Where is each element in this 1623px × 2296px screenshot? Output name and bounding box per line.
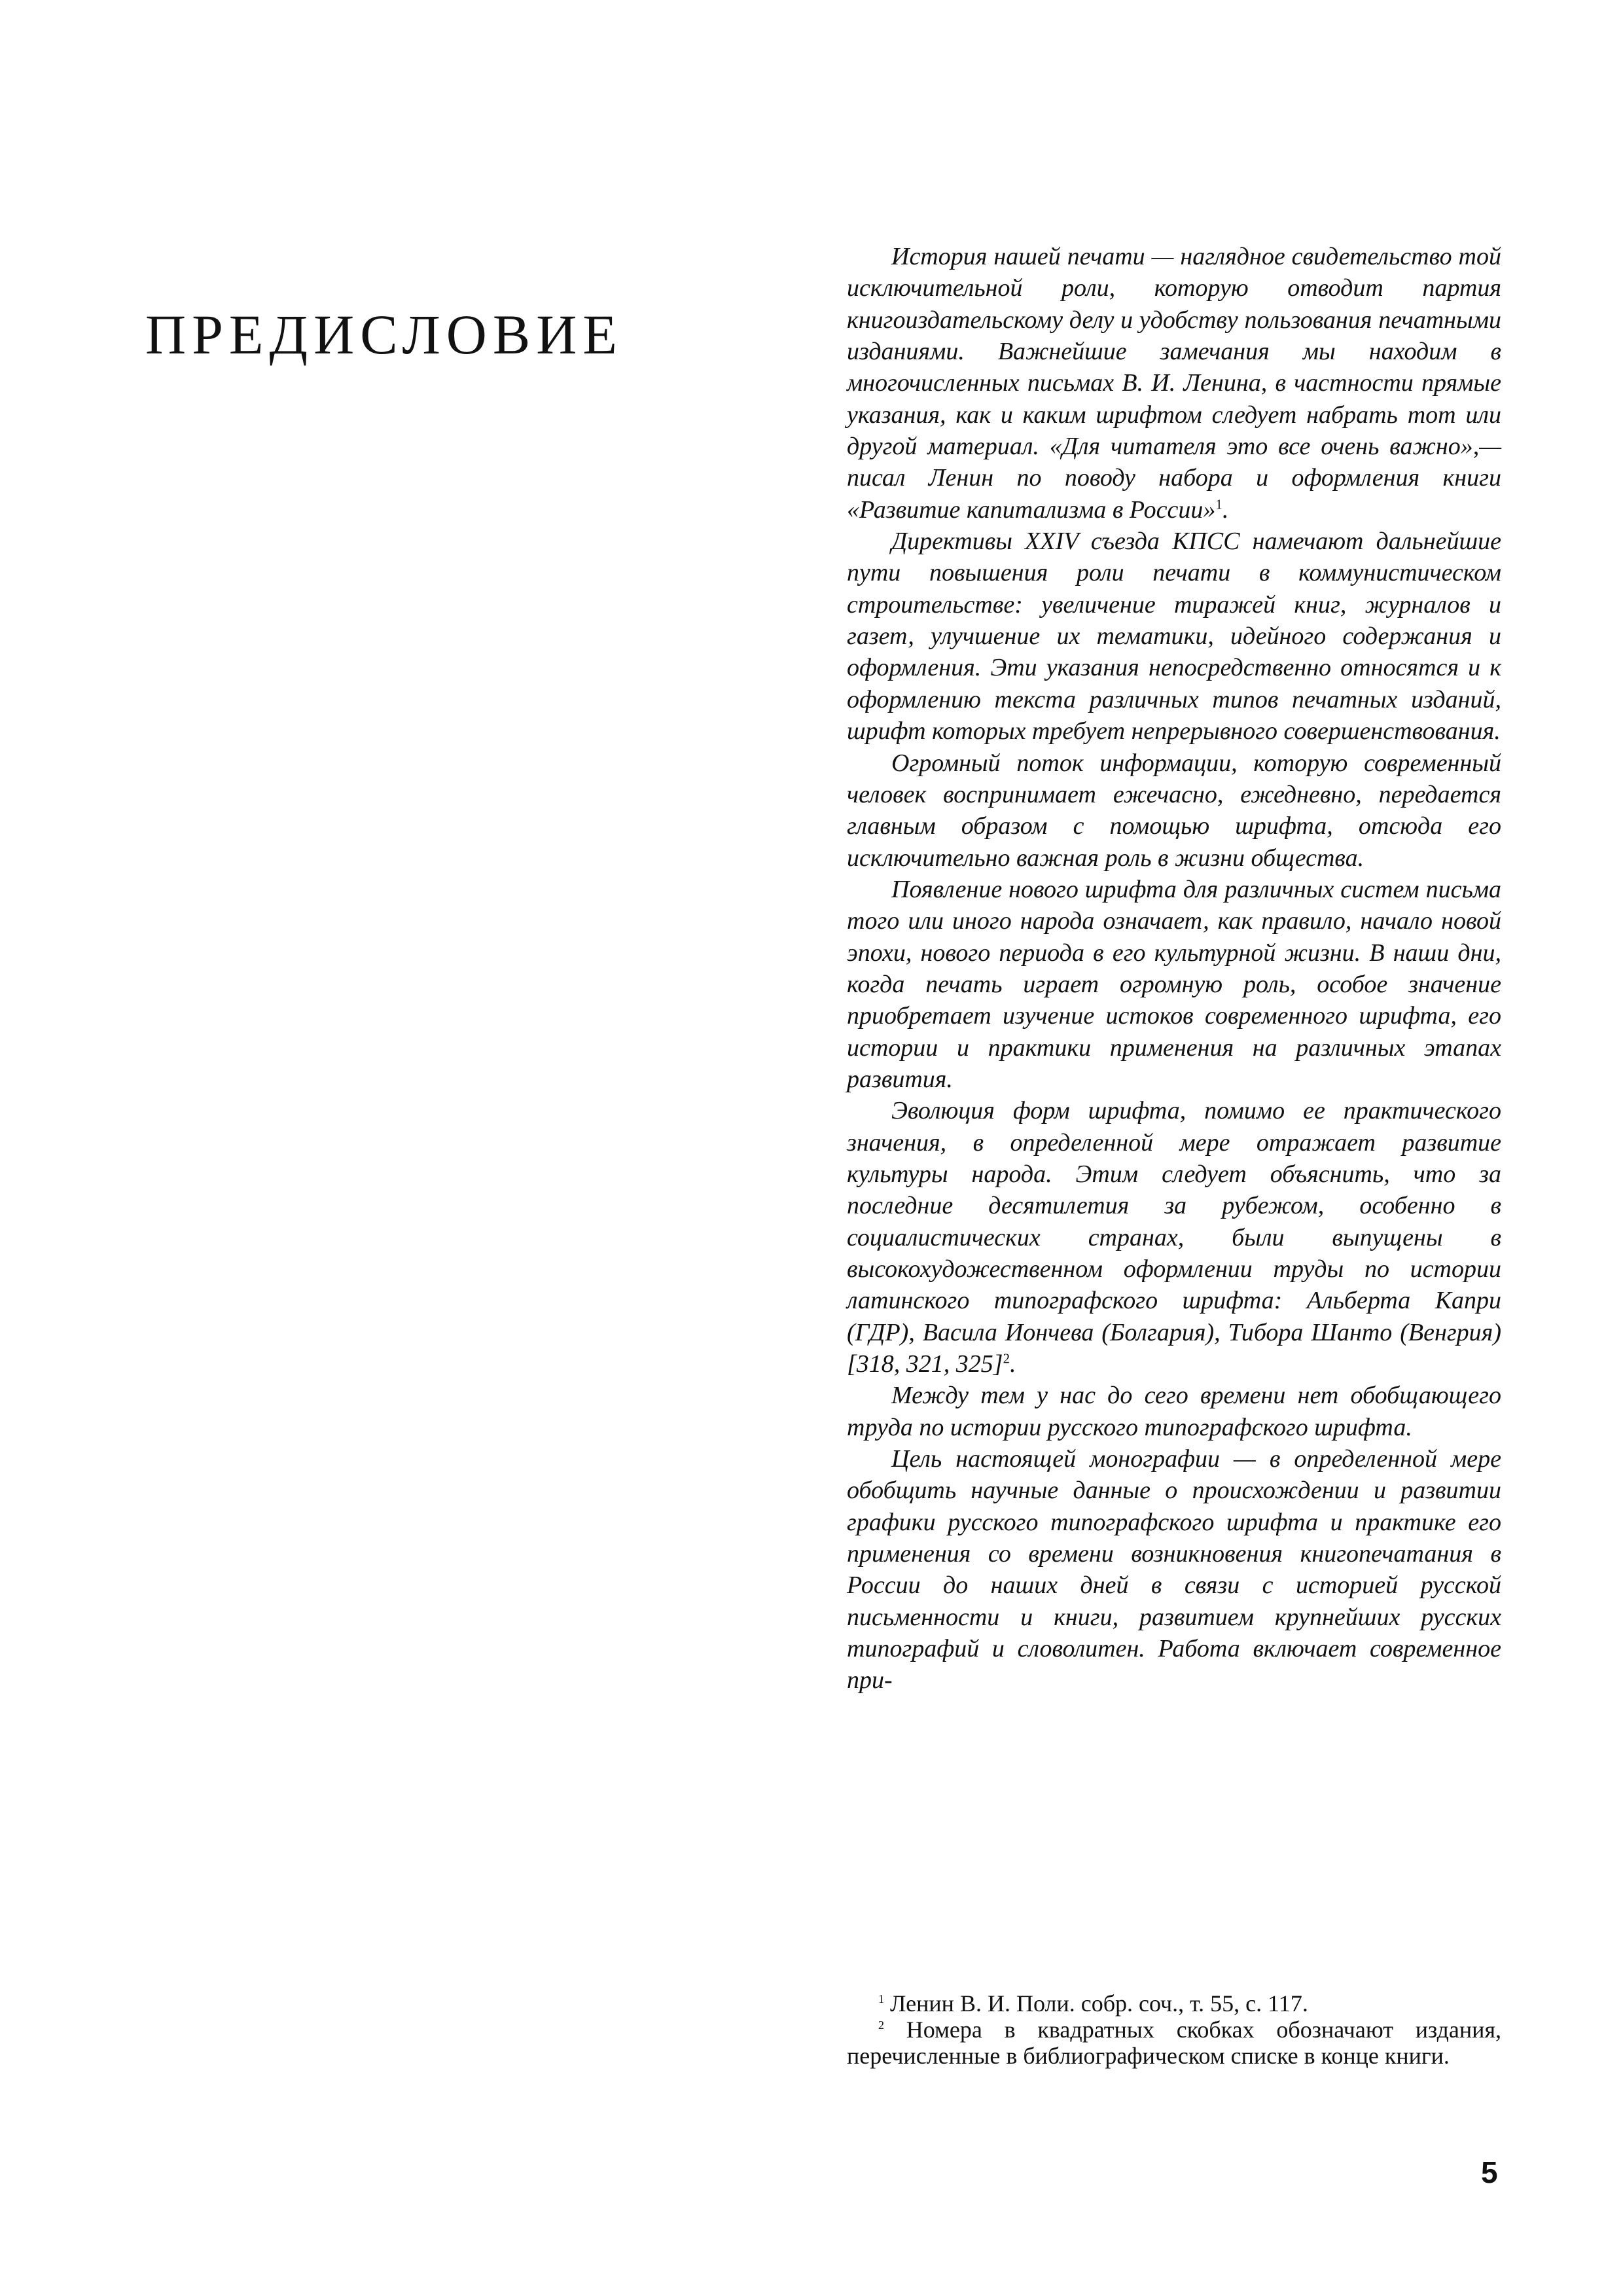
paragraph xyxy=(847,1095,1501,1380)
paragraph-text: Появление нового шрифта для различных систем письма того или иного народа означает, как правило, начало новой эпохи, нового периода в его культурной жизни. В наши дни, когда печать играет огромную роль, особое значение приобретает изучение истоков современного шрифта, его истории и практики применения на различных этапах развития. xyxy=(847,875,1501,1093)
paragraph-text: Огромный поток информации, которую современный человек воспринимает ежечасно, ежедневно, передается главным образом с помощью шрифта, отсюда его исключительно важная роль в жизни общества. xyxy=(847,749,1501,872)
paragraph xyxy=(847,526,1501,747)
footnotes xyxy=(847,1990,1501,2069)
main-text-column xyxy=(847,241,1501,1696)
paragraph-text: Директивы XXIV съезда КПСС намечают дальнейшие пути повышения роли печати в коммунистическом строительстве: увеличение тиражей книг, журналов и газет, улучшение их тематики, идейного содержания и оформления. Эти указания непосредственно относятся и к оформлению текста различных типов печатных изданий, шрифт которых требует непрерывного совершенствования. xyxy=(847,528,1501,745)
footnote xyxy=(847,1990,1501,2017)
footnote-text: Номера в квадратных скобках обозначают издания, перечисленные в библиографическом списке в конце книги. xyxy=(847,2017,1501,2069)
footnote-mark: 1 xyxy=(878,1992,884,2005)
paragraph xyxy=(847,747,1501,874)
paragraph-text: Между тем у нас до сего времени нет обобщающего труда по истории русского типографского шрифта. xyxy=(847,1382,1501,1441)
paragraph xyxy=(847,241,1501,526)
footnote-reference[interactable]: 2 xyxy=(1003,1350,1010,1367)
footnote-mark: 2 xyxy=(878,2018,884,2032)
paragraph xyxy=(847,1380,1501,1443)
paragraph-tail: . xyxy=(1222,495,1229,524)
paragraph xyxy=(847,1443,1501,1696)
footnote-text: Ленин В. И. Поли. собр. соч., т. 55, с. 117. xyxy=(890,1990,1308,2017)
paragraph-tail: . xyxy=(1010,1350,1016,1378)
footnote xyxy=(847,2017,1501,2069)
paragraph-text: История нашей печати — наглядное свидетельство той исключительной роли, которую отводит партия книгоиздательскому делу и удобству пользования печатными изданиями. Важнейшие замечания мы находим в многочисленных письмах В. И. Ленина, в частности прямые указания, как и каким шрифтом следует набрать тот или другой материал. «Для читателя это все очень важно»,— писал Ленин по поводу набора и оформления книги «Развитие капитализма в России» xyxy=(847,243,1501,524)
page-title: ПРЕДИСЛОВИЕ xyxy=(145,303,623,366)
paragraph-text: Цель настоящей монографии — в определенной мере обобщить научные данные о происхождении и развитии графики русского типографского шрифта и практике его применения со времени возникновения книгопечатания в России до наших дней в связи с историей русской письменности и книги, развитием крупнейших русских типографий и словолитен. Работа включает современное при- xyxy=(847,1445,1501,1695)
page-number: 5 xyxy=(1481,2155,1498,2189)
paragraph xyxy=(847,874,1501,1095)
footnote-reference[interactable]: 1 xyxy=(1215,496,1222,512)
paragraph-text: Эволюция форм шрифта, помимо ее практического значения, в определенной мере отражает развитие культуры народа. Этим следует объяснить, что за последние десятилетия за рубежом, особенно в социалистических странах, были выпущены в высокохудожественном оформлении труды по истории латинского типографского шрифта: Альберта Капри (ГДР), Васила Иончева (Болгария), Тибора Шанто (Венгрия) [318, 321, 325] xyxy=(847,1097,1501,1378)
